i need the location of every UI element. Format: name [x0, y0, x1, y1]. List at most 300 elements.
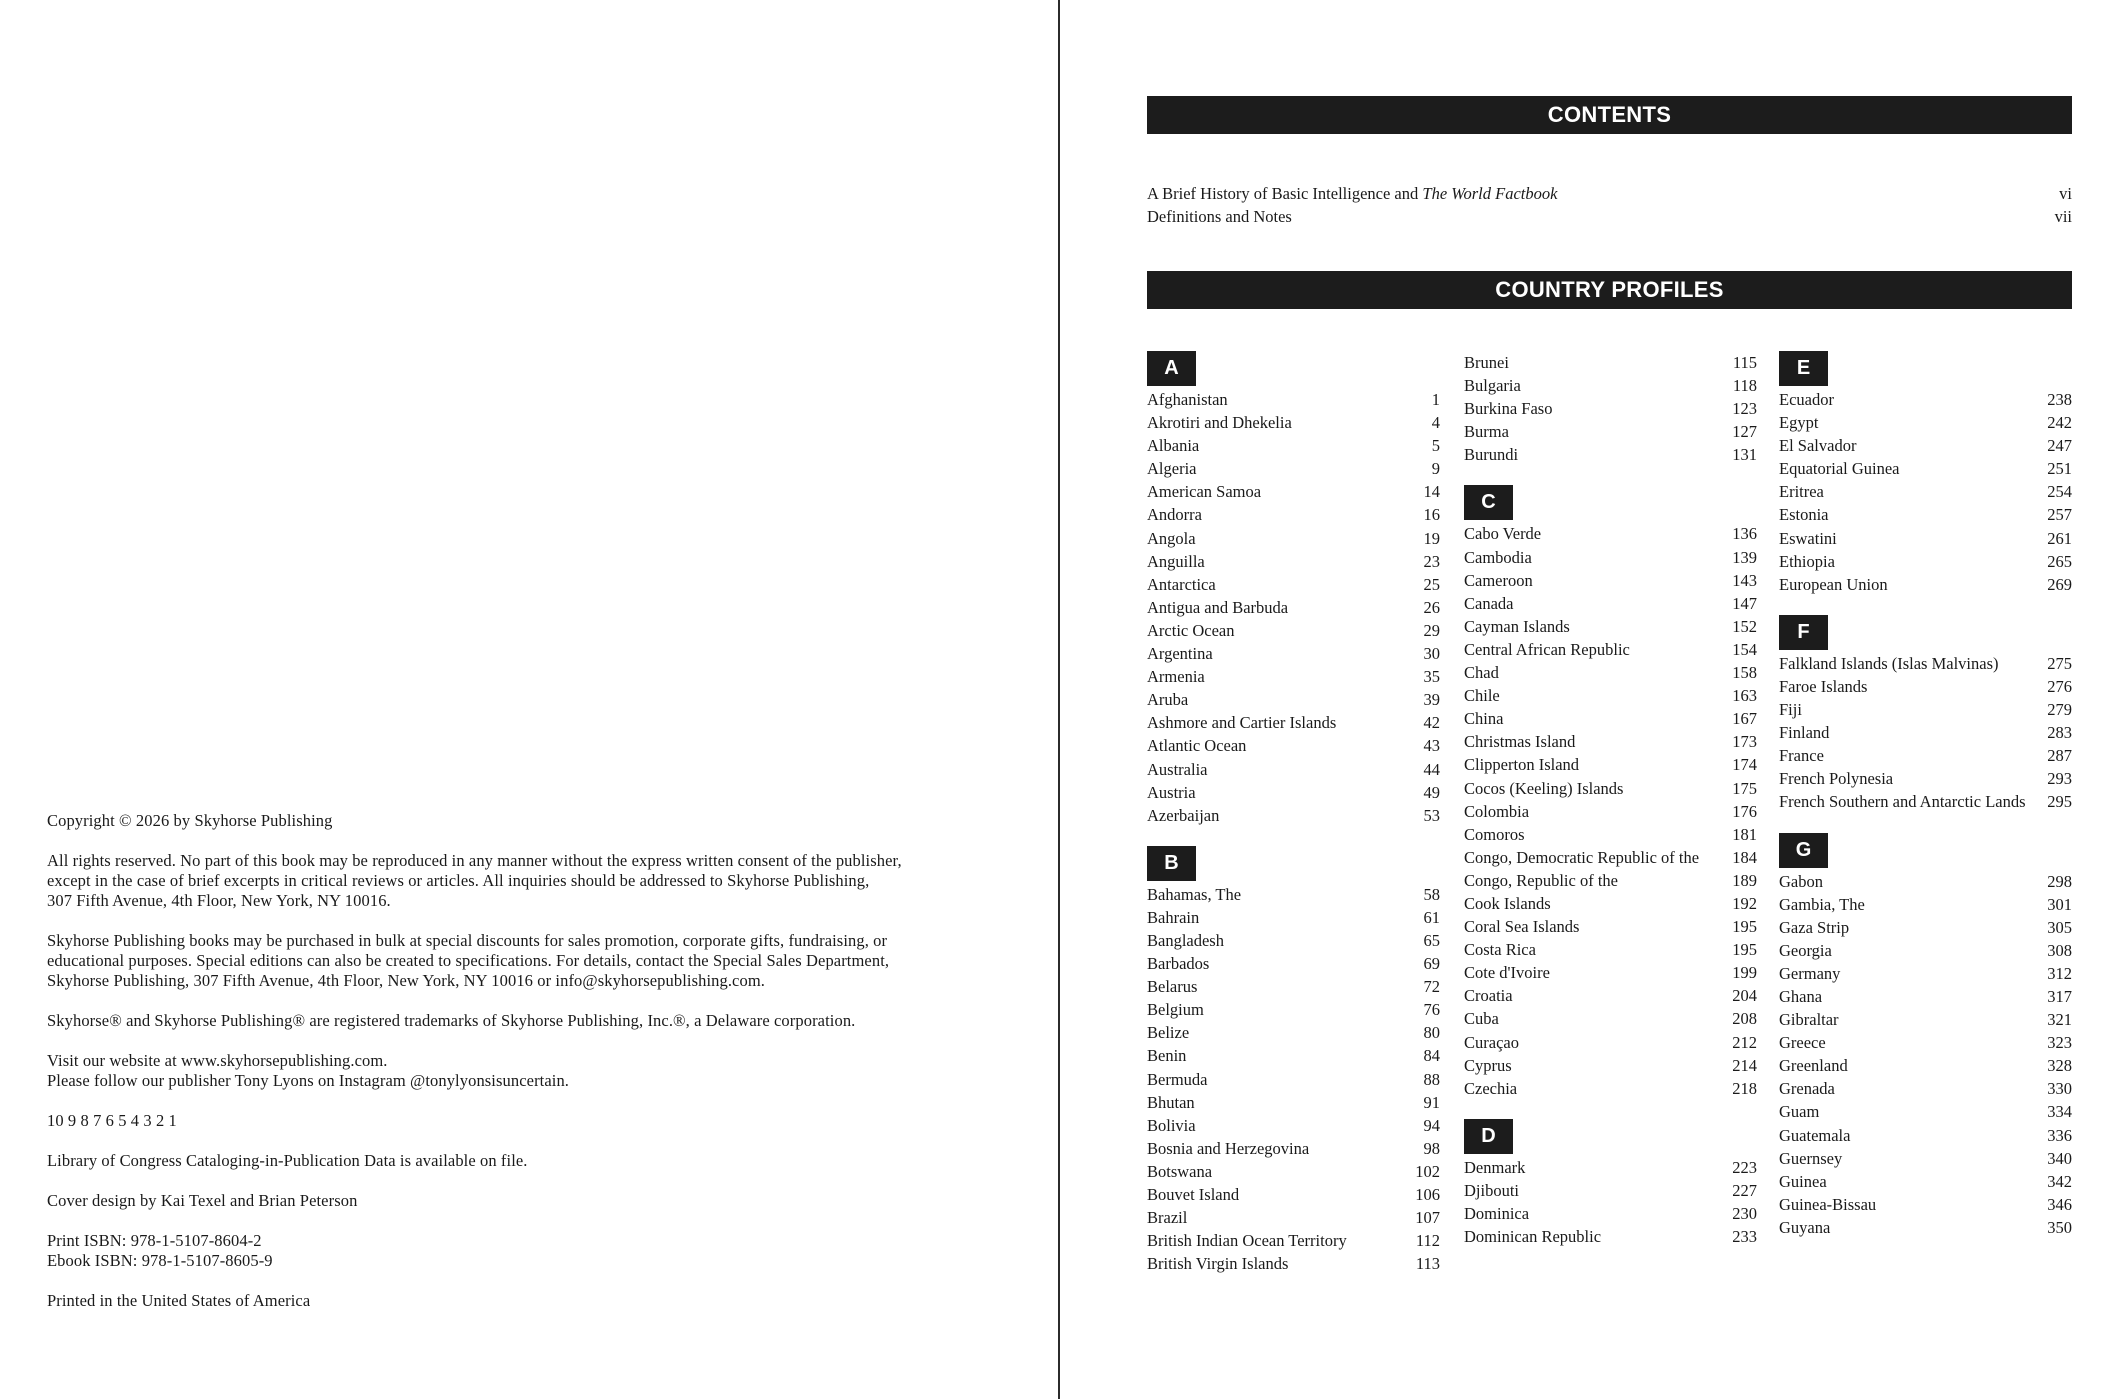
country-name: China — [1464, 709, 1504, 729]
country-page-number: 61 — [1423, 907, 1440, 927]
letter-section — [1464, 1119, 1757, 1248]
country-page-number: 223 — [1732, 1157, 1757, 1177]
country-entry[interactable] — [1779, 573, 2072, 596]
country-page-number: 192 — [1732, 893, 1757, 913]
country-entry[interactable] — [1147, 1229, 1440, 1252]
country-page-number: 58 — [1423, 884, 1440, 904]
country-name: Guatemala — [1779, 1125, 1851, 1145]
country-entry[interactable] — [1779, 652, 2072, 675]
index-column-1 — [1147, 351, 1440, 1294]
letter-badge: F — [1779, 615, 1828, 650]
country-entry[interactable] — [1147, 952, 1440, 975]
country-name: Brunei — [1464, 353, 1509, 372]
country-name: Djibouti — [1464, 1180, 1520, 1200]
country-entry[interactable] — [1147, 998, 1440, 1021]
country-entry[interactable] — [1779, 1008, 2072, 1031]
country-page-number: 158 — [1732, 663, 1757, 683]
country-page-number: 254 — [2047, 482, 2072, 502]
country-name: Cyprus — [1464, 1055, 1512, 1075]
country-name: Chad — [1464, 663, 1499, 683]
country-entry[interactable] — [1147, 527, 1440, 550]
country-page-number: 305 — [2047, 917, 2072, 937]
country-entry[interactable] — [1779, 1054, 2072, 1077]
country-entry[interactable] — [1147, 883, 1440, 906]
country-entry[interactable] — [1779, 527, 2072, 550]
country-name: Guinea — [1779, 1171, 1827, 1191]
country-entry[interactable] — [1147, 573, 1440, 596]
country-page-number: 336 — [2047, 1125, 2072, 1145]
copyright-page — [0, 0, 1058, 1399]
country-entry[interactable] — [1464, 1007, 1757, 1030]
country-name: Belize — [1147, 1023, 1190, 1043]
country-name: Cabo Verde — [1464, 524, 1542, 544]
country-page-number: 328 — [2047, 1056, 2072, 1076]
front-matter-list — [1147, 182, 2072, 228]
country-page-number: 113 — [1415, 1254, 1440, 1274]
country-page-number: 26 — [1423, 597, 1440, 617]
country-entry[interactable] — [1779, 457, 2072, 480]
country-name: Comoros — [1464, 824, 1525, 844]
country-entry[interactable] — [1464, 730, 1757, 753]
country-entry[interactable] — [1779, 721, 2072, 744]
country-entry[interactable] — [1464, 938, 1757, 961]
printed-in: Printed in the United States of America — [47, 1291, 311, 1310]
country-page-number: 143 — [1732, 570, 1757, 590]
country-entry[interactable] — [1147, 388, 1440, 411]
country-page-number: 131 — [1732, 445, 1757, 465]
country-entry[interactable] — [1147, 480, 1440, 503]
country-entry[interactable] — [1147, 804, 1440, 827]
country-page-number: 269 — [2047, 574, 2072, 594]
country-name: Coral Sea Islands — [1464, 917, 1580, 937]
country-page-number: 107 — [1415, 1208, 1440, 1228]
country-name: Bouvet Island — [1147, 1185, 1240, 1204]
country-name: El Salvador — [1779, 436, 1857, 456]
country-page-number: 5 — [1431, 436, 1440, 456]
country-entry[interactable] — [1779, 434, 2072, 457]
country-name: Guernsey — [1779, 1148, 1843, 1168]
country-entry[interactable] — [1464, 684, 1757, 707]
country-entry[interactable] — [1147, 1137, 1440, 1160]
country-entry[interactable] — [1464, 592, 1757, 615]
country-entry[interactable] — [1147, 665, 1440, 688]
country-name: Bolivia — [1147, 1115, 1196, 1135]
country-page-number: 123 — [1732, 399, 1757, 419]
rights-statement: All rights reserved. No part of this book may be reproduced in any manner without the express written consent of the publisher, except in the case of brief excerpts in critical reviews or articles. All inquiries should be addressed to Skyhorse Publishing, 307 Fifth Avenue, 4th Floor, New York, NY 10016. — [47, 851, 902, 910]
country-profiles-heading: COUNTRY PROFILES — [1147, 271, 2072, 309]
letter-badge: E — [1779, 351, 1828, 386]
country-page-number: 227 — [1732, 1180, 1757, 1200]
country-entry[interactable] — [1147, 1252, 1440, 1275]
country-entry[interactable] — [1779, 1216, 2072, 1239]
country-name: Burundi — [1464, 445, 1519, 465]
country-entry[interactable] — [1147, 1091, 1440, 1114]
country-page-number: 115 — [1732, 353, 1757, 372]
country-page-number: 283 — [2047, 723, 2072, 743]
country-name: Bangladesh — [1147, 930, 1224, 950]
country-entry[interactable] — [1779, 411, 2072, 434]
country-entry[interactable] — [1779, 916, 2072, 939]
country-entry[interactable] — [1464, 615, 1757, 638]
cover-design-credit: Cover design by Kai Texel and Brian Peterson — [47, 1191, 358, 1210]
country-page-number: 152 — [1732, 616, 1757, 636]
country-name: Argentina — [1147, 644, 1213, 664]
country-entry[interactable] — [1147, 1183, 1440, 1206]
country-page-number: 317 — [2047, 986, 2072, 1006]
country-name: Dominican Republic — [1464, 1227, 1602, 1247]
country-page-number: 102 — [1415, 1161, 1440, 1181]
letter-section — [1464, 351, 1757, 466]
trademark-statement: Skyhorse® and Skyhorse Publishing® are registered trademarks of Skyhorse Publishing, Inc.®, a Delaware corporation. — [47, 1011, 856, 1030]
country-page-number: 218 — [1732, 1078, 1757, 1098]
country-name: Armenia — [1147, 667, 1205, 687]
country-entry[interactable] — [1464, 984, 1757, 1007]
country-name: Antarctica — [1147, 574, 1216, 594]
country-name: Gambia, The — [1779, 894, 1865, 914]
country-entry[interactable] — [1147, 434, 1440, 457]
copyright-line: Copyright © 2026 by Skyhorse Publishing — [47, 811, 333, 830]
country-entry[interactable] — [1147, 642, 1440, 665]
country-name: Afghanistan — [1147, 390, 1228, 409]
contents-page — [1060, 0, 2118, 1399]
country-name: Cayman Islands — [1464, 616, 1570, 636]
country-name: Dominica — [1464, 1204, 1530, 1223]
country-entry[interactable] — [1147, 503, 1440, 526]
country-entry[interactable] — [1147, 411, 1440, 434]
country-entry[interactable] — [1464, 397, 1757, 420]
country-name: Guam — [1779, 1102, 1820, 1122]
country-page-number: 173 — [1732, 732, 1757, 752]
country-page-number: 49 — [1423, 782, 1440, 802]
country-entry[interactable] — [1147, 1021, 1440, 1044]
country-page-number: 112 — [1415, 1231, 1440, 1251]
country-entry[interactable] — [1464, 546, 1757, 569]
country-entry[interactable] — [1464, 1202, 1757, 1225]
country-page-number: 88 — [1423, 1069, 1440, 1089]
country-page-number: 44 — [1423, 759, 1440, 779]
country-name: Atlantic Ocean — [1147, 736, 1247, 756]
country-name: Anguilla — [1147, 551, 1205, 571]
index-column-3 — [1779, 351, 2072, 1258]
front-matter-page: vi — [2059, 184, 2072, 203]
country-name: Estonia — [1779, 505, 1829, 525]
country-name: Chile — [1464, 686, 1500, 706]
country-entry[interactable] — [1779, 698, 2072, 721]
country-entry[interactable] — [1464, 443, 1757, 466]
country-name: Bhutan — [1147, 1092, 1195, 1112]
country-page-number: 14 — [1423, 482, 1440, 502]
country-entry[interactable] — [1779, 503, 2072, 526]
isbn-block: Print ISBN: 978-1-5107-8604-2 Ebook ISBN: 978-1-5107-8605-9 — [47, 1231, 273, 1270]
country-entry[interactable] — [1147, 457, 1440, 480]
country-entry[interactable] — [1464, 846, 1757, 869]
country-entry[interactable] — [1779, 1031, 2072, 1054]
country-entry[interactable] — [1779, 744, 2072, 767]
country-page-number: 265 — [2047, 551, 2072, 571]
country-entry[interactable] — [1779, 962, 2072, 985]
country-entry[interactable] — [1147, 550, 1440, 573]
country-page-number: 208 — [1732, 1009, 1757, 1029]
country-name: Burkina Faso — [1464, 399, 1553, 419]
country-name: Ecuador — [1779, 390, 1834, 409]
country-page-number: 4 — [1431, 413, 1440, 433]
country-page-number: 163 — [1732, 686, 1757, 706]
country-entry[interactable] — [1464, 777, 1757, 800]
letter-section — [1147, 846, 1440, 1276]
website-statement: Visit our website at www.skyhorsepublishing.com. Please follow our publisher Tony Lyons on Instagram @tonylyonsisuncertain. — [47, 1051, 570, 1090]
country-entry[interactable] — [1779, 870, 2072, 893]
country-entry[interactable] — [1779, 767, 2072, 790]
country-name: American Samoa — [1147, 482, 1262, 502]
country-entry[interactable] — [1779, 550, 2072, 573]
country-name: Congo, Republic of the — [1464, 870, 1618, 890]
country-page-number: 204 — [1732, 986, 1757, 1006]
country-name: Canada — [1464, 593, 1514, 613]
country-page-number: 176 — [1732, 801, 1757, 821]
country-page-number: 43 — [1423, 736, 1440, 756]
country-page-number: 127 — [1732, 422, 1757, 442]
country-page-number: 334 — [2047, 1102, 2072, 1122]
country-name: Benin — [1147, 1046, 1187, 1066]
country-entry[interactable] — [1464, 351, 1757, 374]
country-page-number: 154 — [1732, 639, 1757, 659]
country-entry[interactable] — [1147, 619, 1440, 642]
country-name: Arctic Ocean — [1147, 620, 1235, 640]
country-page-number: 184 — [1732, 847, 1757, 867]
country-page-number: 94 — [1423, 1115, 1440, 1135]
country-name: Grenada — [1779, 1079, 1835, 1099]
country-entry[interactable] — [1779, 1077, 2072, 1100]
letter-section — [1464, 485, 1757, 1099]
country-page-number: 312 — [2047, 963, 2072, 983]
country-name: Gibraltar — [1779, 1010, 1839, 1030]
country-page-number: 276 — [2047, 676, 2072, 696]
letter-section — [1147, 351, 1440, 827]
country-entry[interactable] — [1464, 420, 1757, 443]
country-entry[interactable] — [1147, 758, 1440, 781]
country-name: Cocos (Keeling) Islands — [1464, 778, 1624, 798]
country-name: French Southern and Antarctic Lands — [1779, 792, 2026, 812]
country-page-number: 136 — [1732, 524, 1757, 544]
letter-section — [1779, 833, 2072, 1240]
country-entry[interactable] — [1464, 800, 1757, 823]
country-page-number: 147 — [1732, 593, 1757, 613]
country-name: Egypt — [1779, 413, 1819, 433]
country-entry[interactable] — [1147, 906, 1440, 929]
country-page-number: 65 — [1423, 930, 1440, 950]
country-name: Croatia — [1464, 986, 1513, 1006]
country-entry[interactable] — [1464, 1054, 1757, 1077]
country-entry[interactable] — [1147, 1206, 1440, 1229]
country-entry[interactable] — [1147, 596, 1440, 619]
country-page-number: 251 — [2047, 459, 2072, 479]
country-entry[interactable] — [1147, 975, 1440, 998]
country-name: Bermuda — [1147, 1069, 1208, 1089]
country-entry[interactable] — [1464, 569, 1757, 592]
copyright-block — [47, 811, 947, 1331]
cip-statement: Library of Congress Cataloging-in-Publication Data is available on file. — [47, 1151, 528, 1170]
country-entry[interactable] — [1464, 1077, 1757, 1100]
country-page-number: 321 — [2047, 1010, 2072, 1030]
country-page-number: 9 — [1431, 459, 1440, 479]
country-entry[interactable] — [1779, 790, 2072, 813]
country-entry[interactable] — [1779, 1124, 2072, 1147]
country-page-number: 69 — [1423, 954, 1440, 974]
country-name: Costa Rica — [1464, 940, 1536, 960]
country-entry[interactable] — [1147, 781, 1440, 804]
country-entry[interactable] — [1147, 1068, 1440, 1091]
country-entry[interactable] — [1464, 1225, 1757, 1248]
country-page-number: 29 — [1423, 620, 1440, 640]
country-entry[interactable] — [1464, 823, 1757, 846]
front-matter-item[interactable] — [1147, 205, 2072, 228]
country-entry[interactable] — [1147, 929, 1440, 952]
country-name: Brazil — [1147, 1208, 1188, 1228]
country-name: Bulgaria — [1464, 376, 1521, 396]
country-name: Ashmore and Cartier Islands — [1147, 713, 1337, 733]
country-page-number: 242 — [2047, 413, 2072, 433]
country-entry[interactable] — [1779, 388, 2072, 411]
country-page-number: 19 — [1423, 528, 1440, 548]
country-entry[interactable] — [1147, 688, 1440, 711]
letter-badge: B — [1147, 846, 1196, 881]
country-name: Ethiopia — [1779, 551, 1835, 571]
country-name: British Virgin Islands — [1147, 1254, 1289, 1274]
country-page-number: 199 — [1732, 963, 1757, 983]
country-page-number: 323 — [2047, 1033, 2072, 1053]
country-name: Australia — [1147, 759, 1208, 779]
country-entry[interactable] — [1464, 707, 1757, 730]
country-page-number: 25 — [1423, 574, 1440, 594]
country-page-number: 30 — [1423, 644, 1440, 664]
letter-badge: D — [1464, 1119, 1513, 1154]
front-matter-item[interactable] — [1147, 182, 2072, 205]
country-entry[interactable] — [1779, 1147, 2072, 1170]
country-name: Denmark — [1464, 1157, 1526, 1177]
country-name: Antigua and Barbuda — [1147, 597, 1289, 617]
country-entry[interactable] — [1147, 1160, 1440, 1183]
country-entry[interactable] — [1464, 915, 1757, 938]
country-page-number: 295 — [2047, 792, 2072, 812]
country-page-number: 181 — [1732, 824, 1757, 844]
country-page-number: 346 — [2047, 1194, 2072, 1214]
country-page-number: 195 — [1732, 917, 1757, 937]
country-page-number: 53 — [1423, 805, 1440, 825]
country-page-number: 287 — [2047, 746, 2072, 766]
country-entry[interactable] — [1464, 869, 1757, 892]
country-name: Christmas Island — [1464, 732, 1576, 752]
country-entry[interactable] — [1464, 961, 1757, 984]
country-name: Gaza Strip — [1779, 917, 1850, 937]
country-entry[interactable] — [1464, 1031, 1757, 1054]
country-name: Austria — [1147, 782, 1196, 802]
country-name: Algeria — [1147, 459, 1197, 479]
country-entry[interactable] — [1464, 1156, 1757, 1179]
country-page-number: 350 — [2047, 1217, 2072, 1237]
country-name: British Indian Ocean Territory — [1147, 1231, 1347, 1251]
country-page-number: 261 — [2047, 528, 2072, 548]
country-entry[interactable] — [1464, 1179, 1757, 1202]
country-name: Cambodia — [1464, 547, 1532, 567]
country-name: Cook Islands — [1464, 893, 1551, 913]
country-page-number: 118 — [1732, 376, 1757, 396]
country-entry[interactable] — [1464, 892, 1757, 915]
country-page-number: 84 — [1423, 1046, 1440, 1066]
country-page-number: 330 — [2047, 1079, 2072, 1099]
country-entry[interactable] — [1779, 985, 2072, 1008]
country-name: Belarus — [1147, 977, 1198, 997]
country-entry[interactable] — [1779, 939, 2072, 962]
country-page-number: 275 — [2047, 653, 2072, 673]
country-page-number: 16 — [1423, 505, 1440, 525]
country-page-number: 247 — [2047, 436, 2072, 456]
country-name: Greenland — [1779, 1056, 1848, 1076]
country-entry[interactable] — [1147, 1044, 1440, 1067]
country-entry[interactable] — [1779, 480, 2072, 503]
country-page-number: 80 — [1423, 1023, 1440, 1043]
bulk-sales-statement: Skyhorse Publishing books may be purchased in bulk at special discounts for sales promotion, corporate gifts, fundraising, or educational purposes. Special editions can also be created to specifications. For details, contact the Special Sales Department, Skyhorse Publishing, 307 Fifth Avenue, 4th Floor, New York, NY 10016 or info@skyhorsepublishing.com. — [47, 931, 890, 990]
country-entry[interactable] — [1464, 522, 1757, 545]
country-name: Colombia — [1464, 801, 1530, 821]
country-entry[interactable] — [1779, 1170, 2072, 1193]
country-page-number: 308 — [2047, 940, 2072, 960]
country-name: Fiji — [1779, 700, 1802, 720]
country-page-number: 175 — [1732, 778, 1757, 798]
country-name: Cote d'Ivoire — [1464, 963, 1550, 983]
country-page-number: 42 — [1423, 713, 1440, 733]
country-name: Burma — [1464, 422, 1509, 442]
country-page-number: 293 — [2047, 769, 2072, 789]
country-entry[interactable] — [1464, 753, 1757, 776]
country-name: Clipperton Island — [1464, 755, 1580, 775]
country-entry[interactable] — [1779, 1193, 2072, 1216]
country-name: Eswatini — [1779, 528, 1837, 548]
letter-badge: C — [1464, 485, 1513, 520]
country-entry[interactable] — [1147, 734, 1440, 757]
country-entry[interactable] — [1779, 675, 2072, 698]
country-page-number: 72 — [1423, 977, 1440, 997]
country-name: Angola — [1147, 528, 1196, 548]
letter-badge: A — [1147, 351, 1196, 386]
country-name: Gabon — [1779, 871, 1823, 891]
country-entry[interactable] — [1464, 638, 1757, 661]
country-name: Cuba — [1464, 1009, 1499, 1029]
letter-section — [1779, 615, 2072, 814]
country-name: Belgium — [1147, 1000, 1204, 1020]
contents-heading: CONTENTS — [1147, 96, 2072, 134]
country-name: Aruba — [1147, 690, 1189, 710]
country-name: Bahamas, The — [1147, 884, 1242, 904]
country-name: Central African Republic — [1464, 639, 1630, 659]
country-entry[interactable] — [1464, 661, 1757, 684]
country-name: Czechia — [1464, 1078, 1518, 1098]
country-name: Azerbaijan — [1147, 805, 1220, 825]
country-entry[interactable] — [1779, 893, 2072, 916]
country-entry[interactable] — [1464, 374, 1757, 397]
country-page-number: 195 — [1732, 940, 1757, 960]
letter-section — [1779, 351, 2072, 596]
country-page-number: 279 — [2047, 700, 2072, 720]
index-column-2 — [1464, 351, 1757, 1267]
country-name: Barbados — [1147, 954, 1210, 974]
country-page-number: 91 — [1423, 1092, 1440, 1112]
country-entry[interactable] — [1779, 1100, 2072, 1123]
country-entry[interactable] — [1147, 1114, 1440, 1137]
front-matter-page: vii — [2054, 207, 2072, 226]
country-name: Botswana — [1147, 1161, 1213, 1181]
country-entry[interactable] — [1147, 711, 1440, 734]
country-name: Faroe Islands — [1779, 676, 1868, 696]
